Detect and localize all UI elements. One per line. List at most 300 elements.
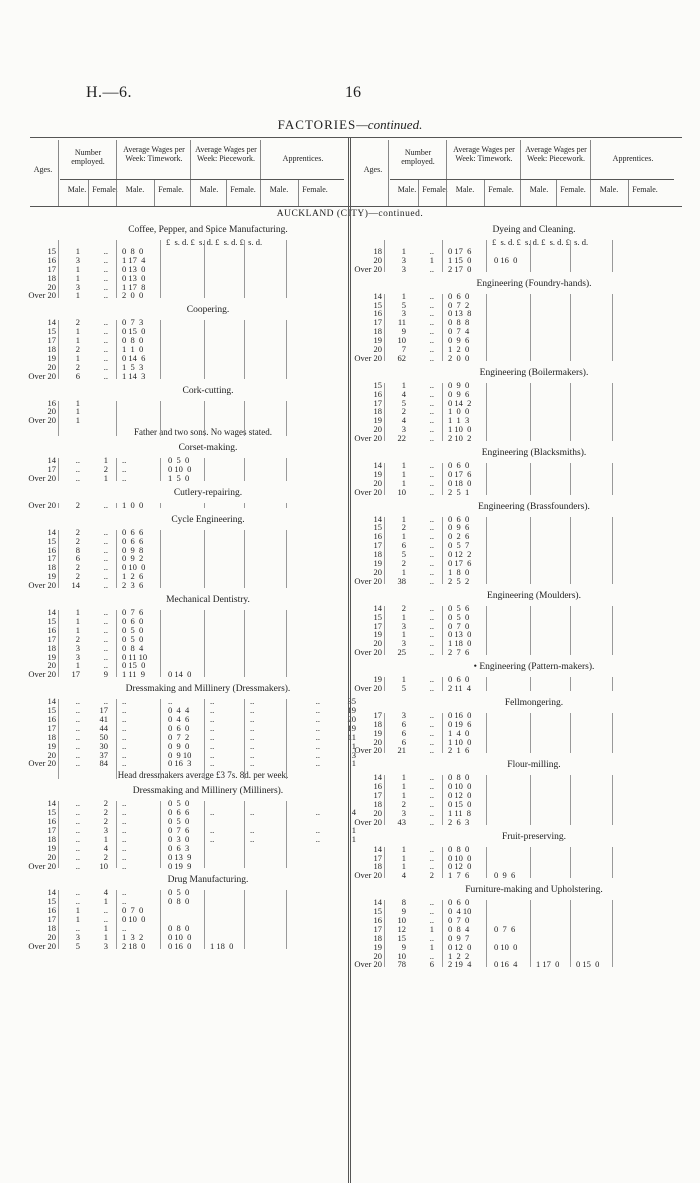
cell-tf: 0 10 0 [168, 931, 192, 942]
column-rule [570, 775, 571, 824]
cell-age: 19 [373, 335, 382, 346]
cell-af: 20 [347, 713, 356, 724]
cell-m: 12 [397, 923, 406, 934]
cell-m: 6 [401, 727, 406, 738]
cell-m: 2 [75, 571, 80, 582]
cell-m: .. [75, 842, 80, 853]
cell-m: 1 [401, 379, 406, 390]
cell-tm: 0 8 0 [122, 246, 144, 256]
cell-age: 18 [47, 922, 56, 933]
cell-f: .. [429, 647, 434, 658]
cell-f: .. [429, 406, 434, 417]
cell-m: 6 [75, 370, 80, 381]
cell-f: .. [103, 660, 108, 671]
cell-m: .. [75, 798, 80, 809]
cell-f: .. [103, 352, 108, 363]
cell-f: .. [429, 906, 434, 917]
cell-m: 17 [71, 669, 80, 680]
cell-age: Over 20 [28, 860, 56, 871]
cell-tm: 0 11 10 [122, 651, 148, 662]
cell-m: 9 [401, 326, 406, 337]
cell-tm: 0 10 0 [122, 562, 146, 573]
cell-m: 2 [75, 317, 80, 328]
cell-age: 20 [373, 638, 382, 649]
cell-m: .. [75, 740, 80, 751]
trade-section [354, 278, 684, 363]
cell-f: .. [103, 571, 108, 582]
header-male: Male. [269, 185, 289, 194]
cell-tm: 0 9 2 [122, 553, 144, 564]
cell-age: 20 [373, 477, 382, 488]
cell-f: .. [429, 772, 434, 783]
column-rule [204, 458, 205, 481]
cell-f: .. [429, 566, 434, 577]
cell-pf: .. [250, 824, 255, 835]
cell-m: .. [75, 860, 80, 871]
section-title: Coffee, Pepper, and Spice Manufacturing. [128, 225, 288, 235]
cell-tm: 1 18 0 [448, 638, 472, 649]
cell-m: 2 [75, 535, 80, 546]
column-rule [58, 699, 59, 779]
cell-f: .. [103, 326, 108, 337]
column-rule [486, 775, 487, 824]
cell-pf: .. [250, 705, 255, 716]
column-divider [348, 138, 351, 1183]
cell-age: 15 [47, 896, 56, 907]
left-column [28, 222, 358, 955]
cell-age: 15 [47, 535, 56, 546]
column-rule [570, 606, 571, 655]
cell-tm: 0 5 6 [448, 602, 470, 613]
cell-tm: 0 17 6 [448, 246, 472, 256]
cell-f: .. [429, 674, 434, 685]
cell-age: 15 [373, 299, 382, 310]
cell-m: 1 [75, 246, 80, 256]
cell-age: 16 [47, 905, 56, 916]
header-timework: Average Wages per Week: Timework. [123, 145, 185, 163]
cell-tm: 0 8 0 [122, 335, 144, 346]
column-rule [442, 900, 443, 967]
cell-age: 20 [47, 281, 56, 292]
trade-section [354, 884, 684, 969]
cell-m: 2 [401, 798, 406, 809]
cell-f: 1 [103, 922, 108, 933]
cell-f: .. [429, 290, 434, 301]
trade-section [354, 447, 684, 497]
cell-af: 3 [351, 749, 356, 760]
cell-m: 22 [397, 433, 406, 444]
cell-tm: 2 7 6 [448, 647, 470, 658]
cell-m: 7 [401, 344, 406, 355]
cell-age: 17 [47, 633, 56, 644]
cell-m: 3 [401, 620, 406, 631]
column-rule [570, 847, 571, 879]
cell-m: .. [75, 731, 80, 742]
cell-age: 17 [373, 620, 382, 631]
cell-m: 3 [401, 308, 406, 319]
cell-tf: 0 6 3 [168, 842, 190, 853]
cell-tm: 0 10 0 [448, 852, 472, 863]
cell-am: .. [315, 696, 320, 707]
column-rule [116, 458, 117, 481]
column-rule [486, 383, 487, 441]
column-rule [570, 713, 571, 753]
cell-m: 8 [75, 544, 80, 555]
cell-pm: .. [210, 696, 215, 707]
column-rule [486, 517, 487, 584]
column-rule [116, 610, 117, 677]
column-rule [570, 294, 571, 361]
cell-f: .. [429, 379, 434, 390]
cell-tm: 0 7 2 [448, 299, 470, 310]
cell-m: 5 [75, 940, 80, 951]
cell-f: .. [429, 317, 434, 328]
column-rule [160, 240, 161, 298]
cell-tm: 2 1 6 [448, 745, 470, 756]
cell-m: .. [75, 851, 80, 862]
cell-age: 19 [373, 674, 382, 685]
cell-pf: .. [250, 740, 255, 751]
cell-pf: 0 15 0 [576, 959, 600, 970]
trade-section [28, 514, 358, 590]
column-rule [612, 847, 613, 879]
cell-tm: 0 5 0 [122, 624, 144, 635]
cell-age: Over 20 [354, 816, 382, 827]
cell-tf: 0 5 0 [168, 816, 190, 827]
column-rule [570, 677, 571, 691]
cell-m: 5 [401, 549, 406, 560]
column-rule [116, 530, 117, 588]
cell-tm: 0 8 8 [448, 317, 470, 328]
cell-tm: 0 12 0 [448, 941, 472, 952]
cell-f: 1 [429, 923, 434, 934]
table-row [28, 581, 358, 590]
column-rule [384, 606, 385, 655]
section-title: Engineering (Foundry-hands). [476, 278, 592, 289]
cell-age: 19 [47, 571, 56, 582]
trade-section [354, 661, 684, 693]
cell-f: .. [429, 914, 434, 925]
cell-tf: 0 5 0 [168, 455, 190, 466]
column-rule [244, 503, 245, 508]
cell-tm: 0 8 4 [448, 923, 470, 934]
column-rule [244, 401, 245, 437]
column-rule [58, 401, 59, 437]
section-title: Coopering. [186, 305, 230, 316]
cell-tm: 1 2 0 [448, 344, 470, 355]
cell-m: 1 [401, 843, 406, 854]
table-row [354, 818, 684, 827]
cell-m: 3 [401, 638, 406, 649]
column-rule [204, 890, 205, 948]
section-title: Dressmaking and Millinery (Dressmakers). [125, 684, 291, 695]
cell-m: 3 [75, 642, 80, 653]
trade-section [354, 590, 684, 657]
cell-f: .. [429, 468, 434, 479]
cell-tm: .. [122, 816, 127, 827]
cell-f: 41 [99, 713, 108, 724]
cell-m: 43 [397, 816, 406, 827]
header-male: Male. [529, 185, 549, 194]
cell-age: 20 [47, 851, 56, 862]
cell-tf: 0 14 0 [168, 669, 192, 680]
cell-m: 1 [401, 629, 406, 640]
header-rule [226, 180, 227, 206]
cell-age: 14 [373, 513, 382, 524]
cell-tm: 0 13 0 [122, 272, 146, 283]
cell-m: 1 [75, 326, 80, 337]
cell-f: 44 [99, 722, 108, 733]
page-number: 16 [345, 84, 361, 101]
header-ages: Ages. [363, 165, 383, 174]
column-rule [530, 677, 531, 691]
table-row [354, 488, 684, 497]
currency-header: £ s. d. £ s. d. £ s. d. £ s. d. [166, 237, 263, 247]
table-row [354, 746, 684, 755]
cell-m: .. [75, 922, 80, 933]
cell-f: .. [103, 544, 108, 555]
cell-af: 19 [347, 705, 356, 716]
cell-tm: 1 10 0 [448, 424, 472, 435]
cell-pm: .. [210, 749, 215, 760]
cell-af: 1 [351, 758, 356, 769]
cell-age: Over 20 [354, 433, 382, 444]
column-rule [384, 517, 385, 584]
cell-tm: .. [122, 833, 127, 844]
cell-age: 16 [373, 308, 382, 319]
cell-f: .. [429, 344, 434, 355]
column-rule [244, 890, 245, 948]
cell-age: 20 [373, 424, 382, 435]
cell-m: 1 [401, 477, 406, 488]
cell-m: 5 [401, 682, 406, 693]
column-rule [486, 677, 487, 691]
header-piecework: Average Wages per Week: Piecework. [195, 145, 257, 163]
cell-tm: .. [122, 922, 127, 933]
column-rule [570, 463, 571, 495]
cell-pm: .. [210, 758, 215, 769]
cell-f: .. [429, 477, 434, 488]
cell-f: .. [429, 486, 434, 497]
column-rule [116, 699, 117, 779]
header-rule [446, 140, 447, 206]
cell-am: .. [315, 833, 320, 844]
cell-m: .. [75, 473, 80, 484]
column-rule [442, 847, 443, 879]
cell-age: 17 [47, 722, 56, 733]
cell-tm: .. [122, 758, 127, 769]
cell-age: 19 [47, 352, 56, 363]
cell-am: .. [315, 824, 320, 835]
cell-tm: 0 16 0 [448, 709, 472, 720]
cell-m: 1 [75, 624, 80, 635]
cell-f: .. [103, 317, 108, 328]
header-female: Female. [560, 185, 586, 194]
cell-tm: 0 7 0 [448, 620, 470, 631]
header-bottom-rule [30, 206, 682, 207]
column-rule [530, 463, 531, 495]
cell-tm: 0 13 8 [448, 308, 472, 319]
cell-m: 1 [401, 290, 406, 301]
column-rule [244, 530, 245, 588]
header-rule [116, 140, 117, 206]
cell-m: 1 [401, 790, 406, 801]
cell-tm: 1 0 0 [448, 406, 470, 417]
cell-age: 15 [47, 615, 56, 626]
column-rule [58, 530, 59, 588]
section-note: Father and two sons. No wages stated. [134, 427, 272, 438]
trade-section [28, 874, 358, 950]
column-rule [612, 240, 613, 272]
cell-age: 18 [373, 326, 382, 337]
cell-tm: .. [122, 896, 127, 907]
header-rule [58, 140, 59, 206]
table-row [28, 670, 358, 679]
cell-tm: 0 15 0 [122, 326, 146, 337]
trade-section [28, 683, 358, 781]
trade-section [354, 831, 684, 881]
column-rule [486, 713, 487, 753]
cell-m: 2 [401, 522, 406, 533]
column-rule [384, 713, 385, 753]
cell-f: 2 [429, 870, 434, 881]
cell-tf: 0 9 0 [168, 740, 190, 751]
column-rule [486, 606, 487, 655]
column-rule [204, 530, 205, 588]
cell-m: 1 [401, 246, 406, 256]
column-rule [612, 383, 613, 441]
cell-f: .. [103, 344, 108, 355]
trade-section [28, 304, 358, 380]
column-rule [204, 699, 205, 779]
cell-tm: .. [122, 713, 127, 724]
cell-pm: 1 17 0 [536, 959, 560, 970]
header-sub-rule [390, 179, 674, 180]
column-rule [116, 890, 117, 948]
cell-tf: 0 19 9 [168, 860, 192, 871]
column-rule [58, 801, 59, 868]
cell-tm: 0 6 0 [448, 897, 470, 908]
cell-age: 17 [47, 335, 56, 346]
header-ages: Ages. [33, 165, 53, 174]
cell-tm: 2 0 0 [122, 290, 144, 301]
cell-age: 18 [47, 562, 56, 573]
table-row [28, 372, 358, 381]
section-title: Cutlery-repairing. [173, 487, 243, 498]
cell-f: .. [429, 308, 434, 319]
column-rule [384, 847, 385, 879]
header-sub-rule [60, 179, 344, 180]
cell-m: .. [75, 807, 80, 818]
cell-f: .. [429, 745, 434, 756]
section-title: Flour-milling. [507, 760, 561, 771]
section-title: • Engineering (Pattern-makers). [473, 662, 595, 673]
cell-m: 6 [401, 540, 406, 551]
cell-tf: 0 16 3 [168, 758, 192, 769]
cell-tm: 1 8 0 [448, 566, 470, 577]
cell-m: .. [75, 816, 80, 827]
cell-tf: 1 5 0 [168, 473, 190, 484]
cell-m: 1 [401, 468, 406, 479]
cell-tm: 2 0 0 [448, 352, 470, 363]
cell-m: 1 [75, 263, 80, 274]
column-rule [286, 401, 287, 437]
cell-tm: .. [122, 807, 127, 818]
cell-tm: 1 2 2 [448, 950, 470, 961]
cell-f: 4 [103, 887, 108, 898]
cell-f: .. [103, 580, 108, 591]
page-title: FACTORIES—continued. [277, 117, 423, 132]
cell-tf: 0 16 0 [168, 940, 192, 951]
table-row [28, 862, 358, 871]
cell-age: Over 20 [354, 575, 382, 586]
cell-tm: .. [122, 887, 127, 898]
cell-tm: 1 1 0 [122, 344, 144, 355]
table-row [354, 960, 684, 969]
cell-m: .. [75, 696, 80, 707]
cell-f: 4 [103, 842, 108, 853]
header-rule [590, 140, 591, 206]
column-rule [442, 383, 443, 441]
cell-age: Over 20 [28, 473, 56, 484]
cell-f: .. [429, 424, 434, 435]
cell-age: 17 [47, 464, 56, 475]
cell-f: 1 [103, 455, 108, 466]
cell-tm: .. [122, 722, 127, 733]
cell-age: 19 [373, 941, 382, 952]
cell-f: .. [429, 299, 434, 310]
cell-f: 2 [103, 851, 108, 862]
cell-age: 18 [47, 272, 56, 283]
cell-age: 20 [373, 566, 382, 577]
cell-age: Over 20 [354, 870, 382, 881]
column-rule [244, 699, 245, 779]
cell-m: 2 [401, 558, 406, 569]
cell-age: Over 20 [354, 263, 382, 274]
cell-age: Over 20 [28, 499, 56, 510]
section-title: Mechanical Dentistry. [166, 595, 250, 606]
header-rule [628, 180, 629, 206]
column-rule [384, 294, 385, 361]
column-rule [442, 713, 443, 753]
cell-age: 20 [47, 660, 56, 671]
cell-age: 16 [47, 397, 56, 408]
cell-f: .. [103, 553, 108, 564]
cell-age: Over 20 [354, 745, 382, 756]
cell-age: 18 [373, 406, 382, 417]
column-rule [486, 463, 487, 495]
cell-age: 18 [373, 861, 382, 872]
cell-age: 14 [47, 798, 56, 809]
column-rule [286, 801, 287, 868]
table-row [28, 474, 358, 483]
cell-tm: 2 18 0 [122, 940, 146, 951]
cell-tm: 0 12 0 [448, 790, 472, 801]
cell-f: .. [429, 611, 434, 622]
column-rule [204, 240, 205, 298]
cell-tf: 0 6 0 [168, 722, 190, 733]
header-male: Male. [67, 185, 87, 194]
column-rule [384, 383, 385, 441]
column-rule [286, 530, 287, 588]
cell-tm: 0 9 7 [448, 932, 470, 943]
cell-age: Over 20 [28, 415, 56, 426]
cell-tm: 0 9 6 [448, 335, 470, 346]
cell-age: 18 [373, 798, 382, 809]
cell-tm: 0 18 0 [448, 477, 472, 488]
cell-m: 4 [401, 870, 406, 881]
cell-age: 18 [47, 731, 56, 742]
